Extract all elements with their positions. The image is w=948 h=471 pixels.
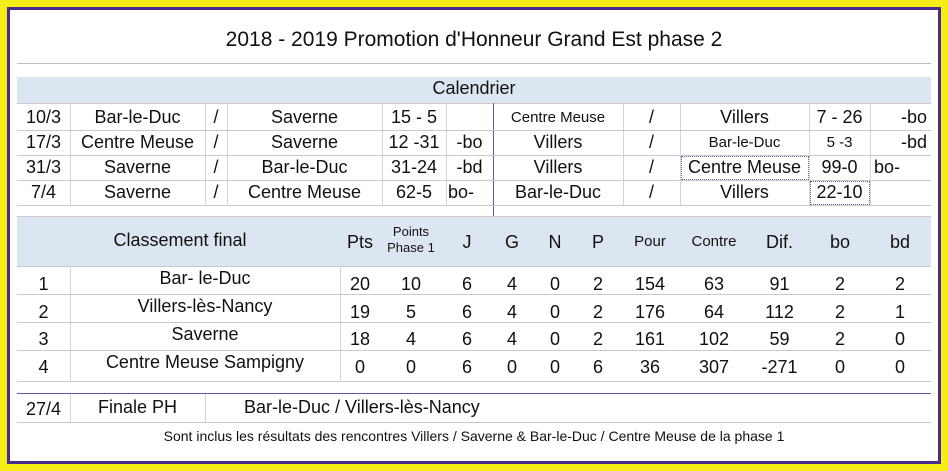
page-title: 2018 - 2019 Promotion d'Honneur Grand Est phase 2 bbox=[225, 28, 723, 51]
standings-phase1: 10 bbox=[400, 273, 422, 294]
standings-g: 4 bbox=[506, 328, 517, 349]
standings-bo: 2 bbox=[834, 328, 845, 349]
calendar-home-team: Villers bbox=[533, 132, 583, 152]
calendar-home-team: Centre Meuse bbox=[80, 132, 195, 152]
standings-p: 6 bbox=[592, 356, 603, 377]
calendar-away-team: Villers bbox=[720, 182, 769, 202]
final-date: 27/4 bbox=[25, 398, 62, 419]
calendar-separator: / bbox=[648, 106, 654, 127]
calendar-separator: / bbox=[213, 132, 219, 152]
calendar-date: 7/4 bbox=[30, 182, 57, 202]
standings-phase1: 5 bbox=[405, 301, 416, 322]
standings-bd: 2 bbox=[894, 273, 905, 294]
standings-team: Centre Meuse Sampigny bbox=[105, 352, 305, 372]
column-phase1-line1: Points bbox=[392, 224, 430, 239]
calendar-score: 99-0 bbox=[821, 157, 858, 177]
standings-pts: 19 bbox=[349, 301, 371, 322]
footnote: Sont inclus les résultats des rencontres Villers / Saverne & Bar-le-Duc / Centre Meuse de la phase 1 bbox=[163, 428, 785, 444]
standings-pour: 154 bbox=[634, 273, 666, 294]
standings-dif: -271 bbox=[761, 356, 798, 377]
calendar-heading: Calendrier bbox=[432, 78, 516, 98]
standings-rank: 2 bbox=[38, 301, 49, 322]
calendar-score: 22-10 bbox=[816, 182, 863, 202]
column-dif: Dif. bbox=[766, 232, 793, 252]
standings-bd: 0 bbox=[894, 356, 905, 377]
standings-phase1: 0 bbox=[405, 356, 416, 377]
standings-p: 2 bbox=[592, 301, 603, 322]
standings-p: 2 bbox=[592, 328, 603, 349]
column-bo: bo bbox=[829, 232, 851, 252]
standings-n: 0 bbox=[549, 273, 560, 294]
standings-rank: 1 bbox=[38, 273, 49, 294]
calendar-bonus: -bo bbox=[900, 106, 927, 127]
standings-j: 6 bbox=[461, 328, 472, 349]
column-j: J bbox=[462, 232, 472, 252]
column-phase1-line2: Phase 1 bbox=[387, 240, 435, 255]
calendar-bonus: -bo bbox=[456, 132, 483, 152]
standings-team: Bar- le-Duc bbox=[159, 268, 251, 288]
standings-team: Villers-lès-Nancy bbox=[137, 296, 273, 316]
calendar-bonus bbox=[870, 180, 931, 205]
calendar-separator: / bbox=[648, 132, 654, 152]
calendar-home-team: Saverne bbox=[103, 157, 172, 177]
standings-bo: 2 bbox=[834, 273, 845, 294]
calendar-bonus: bo- bbox=[448, 182, 475, 202]
calendar-away-team: Centre Meuse bbox=[247, 182, 362, 202]
standings-rank: 4 bbox=[38, 356, 49, 377]
standings-pour: 176 bbox=[634, 301, 666, 322]
calendar-bonus bbox=[446, 104, 493, 130]
calendar-home-team: Bar-le-Duc bbox=[514, 182, 602, 202]
calendar-away-team: Villers bbox=[720, 106, 769, 127]
standings-contre: 64 bbox=[703, 301, 725, 322]
column-pour: Pour bbox=[634, 233, 666, 250]
calendar-separator: / bbox=[213, 106, 219, 127]
standings-phase1: 4 bbox=[405, 328, 416, 349]
standings-j: 6 bbox=[461, 356, 472, 377]
calendar-date: 31/3 bbox=[25, 157, 62, 177]
calendar-score: 15 - 5 bbox=[390, 106, 438, 127]
standings-dif: 112 bbox=[765, 301, 794, 322]
standings-heading: Classement final bbox=[113, 230, 247, 250]
standings-pour: 36 bbox=[639, 356, 661, 377]
standings-bo: 2 bbox=[834, 301, 845, 322]
calendar-bonus: -bd bbox=[900, 132, 927, 152]
calendar-away-team: Saverne bbox=[270, 132, 339, 152]
final-match: Bar-le-Duc / Villers-lès-Nancy bbox=[244, 397, 480, 417]
standings-j: 6 bbox=[461, 273, 472, 294]
calendar-separator: / bbox=[648, 157, 654, 177]
standings-n: 0 bbox=[549, 356, 560, 377]
standings-n: 0 bbox=[549, 301, 560, 322]
standings-pour: 161 bbox=[634, 328, 666, 349]
calendar-date: 10/3 bbox=[25, 106, 62, 127]
standings-j: 6 bbox=[461, 301, 472, 322]
calendar-separator: / bbox=[213, 157, 219, 177]
column-bd: bd bbox=[889, 232, 911, 252]
standings-bd: 0 bbox=[894, 328, 905, 349]
column-contre: Contre bbox=[691, 233, 737, 250]
calendar-away-team: Bar-le-Duc bbox=[708, 134, 781, 151]
standings-pts: 20 bbox=[349, 273, 371, 294]
calendar-home-team: Bar-le-Duc bbox=[94, 106, 181, 127]
calendar-home-team: Centre Meuse bbox=[510, 108, 606, 126]
calendar-score: 12 -31 bbox=[388, 132, 440, 152]
calendar-home-team: Villers bbox=[533, 157, 583, 177]
standings-rank: 3 bbox=[38, 328, 49, 349]
calendar-score: 62-5 bbox=[395, 182, 433, 202]
calendar-away-team: Centre Meuse bbox=[687, 157, 802, 177]
standings-contre: 63 bbox=[703, 273, 725, 294]
standings-n: 0 bbox=[549, 328, 560, 349]
calendar-away-team: Bar-le-Duc bbox=[261, 157, 348, 177]
calendar-home-team: Saverne bbox=[103, 182, 172, 202]
standings-bd: 1 bbox=[894, 301, 905, 322]
standings-pts: 0 bbox=[354, 356, 365, 377]
calendar-bonus: bo- bbox=[874, 157, 901, 177]
final-label: Finale PH bbox=[97, 396, 178, 417]
standings-contre: 307 bbox=[698, 356, 730, 377]
column-n: N bbox=[548, 232, 562, 252]
standings-g: 4 bbox=[506, 273, 517, 294]
calendar-score: 5 -3 bbox=[826, 134, 853, 151]
standings-dif: 59 bbox=[769, 328, 790, 349]
standings-dif: 91 bbox=[769, 273, 790, 294]
calendar-date: 17/3 bbox=[25, 132, 62, 152]
calendar-bonus: -bd bbox=[456, 157, 483, 177]
calendar-score: 7 - 26 bbox=[816, 106, 863, 127]
standings-g: 4 bbox=[506, 301, 517, 322]
calendar-away-team: Saverne bbox=[270, 106, 339, 127]
calendar-separator: / bbox=[213, 182, 219, 202]
standings-g: 0 bbox=[506, 356, 517, 377]
column-p: P bbox=[591, 232, 604, 252]
standings-bo: 0 bbox=[834, 356, 845, 377]
column-pts: Pts bbox=[346, 232, 373, 252]
standings-contre: 102 bbox=[698, 328, 730, 349]
calendar-score: 31-24 bbox=[390, 157, 438, 177]
column-g: G bbox=[504, 232, 519, 252]
standings-p: 2 bbox=[592, 273, 603, 294]
standings-team: Saverne bbox=[171, 324, 239, 344]
calendar-separator: / bbox=[648, 182, 654, 202]
standings-pts: 18 bbox=[349, 328, 371, 349]
